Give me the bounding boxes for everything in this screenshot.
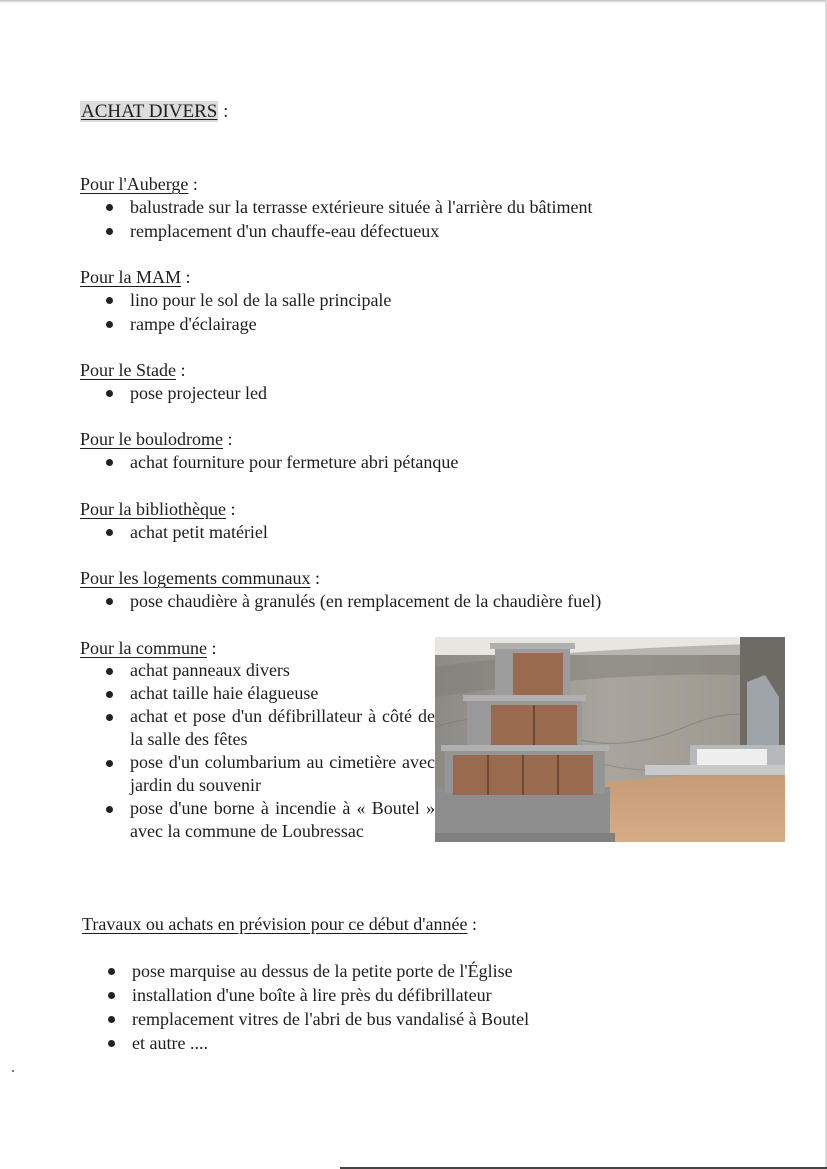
list-item: achat petit matériel (80, 520, 680, 544)
list-item: achat panneaux divers (80, 659, 435, 682)
list-item: pose d'une borne à incendie à « Boutel » avec la commune de Loubressac (80, 797, 435, 843)
section-title-suffix: : (206, 638, 217, 658)
section-mam (80, 266, 680, 336)
section-title-text: Travaux ou achats en prévision pour ce début d'année (82, 914, 468, 934)
section-title (80, 173, 680, 195)
list-item: installation d'une boîte à lire près du défibrillateur (82, 983, 682, 1007)
section-boulodrome (80, 428, 680, 474)
section-travaux-prevision (82, 913, 682, 1055)
list-item: achat taille haie élagueuse (80, 682, 435, 705)
section-bibliotheque (80, 498, 680, 544)
section-title (80, 359, 680, 381)
section-title (82, 913, 682, 935)
item-list (82, 959, 682, 1055)
item-list (80, 589, 680, 613)
item-list (80, 288, 680, 336)
columbarium-photo (435, 637, 785, 842)
list-item: balustrade sur la terrasse extérieure située à l'arrière du bâtiment (80, 195, 680, 219)
section-title-text: Pour la commune (80, 638, 207, 658)
section-title-text: Pour les logements communaux (80, 568, 311, 588)
list-item: rampe d'éclairage (80, 312, 680, 336)
section-title-suffix: : (310, 568, 320, 588)
scan-speck (12, 1070, 14, 1072)
list-item: pose chaudière à granulés (en remplacement de la chaudière fuel) (80, 589, 680, 613)
section-title-suffix: : (176, 360, 186, 380)
section-logements (80, 567, 680, 613)
section-title-suffix: : (225, 499, 236, 519)
section-title-text: Pour la bibliothèque (80, 499, 226, 519)
section-title-text: Pour le boulodrome (80, 429, 223, 449)
list-item: et autre .... (82, 1031, 682, 1055)
page-top-edge (0, 0, 827, 3)
page-title (80, 101, 228, 123)
list-item: achat et pose d'un défibrillateur à côté de la salle des fêtes (80, 705, 435, 751)
section-auberge (80, 173, 680, 243)
section-title-suffix: : (222, 429, 233, 449)
section-title (80, 498, 680, 520)
page-title-suffix: : (218, 101, 229, 122)
section-title-suffix: : (188, 174, 198, 194)
list-item: lino pour le sol de la salle principale (80, 288, 680, 312)
list-item: pose marquise au dessus de la petite porte de l'Église (82, 959, 682, 983)
item-list (80, 450, 680, 474)
page-title-text: ACHAT DIVERS (81, 101, 218, 122)
list-item: remplacement vitres de l'abri de bus vandalisé à Boutel (82, 1007, 682, 1031)
section-title (80, 567, 680, 589)
columbarium-illustration (435, 637, 785, 842)
section-title-text: Pour la MAM (80, 267, 182, 287)
list-item: pose projecteur led (80, 381, 680, 405)
list-item: remplacement d'un chauffe-eau défectueux (80, 219, 680, 243)
item-list (80, 381, 680, 405)
item-list (80, 195, 680, 243)
section-title-text: Pour l'Auberge (80, 174, 189, 194)
section-title-text: Pour le Stade (80, 360, 176, 380)
section-title-suffix: : (181, 267, 191, 287)
list-item: achat fourniture pour fermeture abri pétanque (80, 450, 680, 474)
section-title-suffix: : (467, 914, 477, 934)
item-list (80, 520, 680, 544)
list-item: pose d'un columbarium au cimetière avec jardin du souvenir (80, 751, 435, 797)
section-stade (80, 359, 680, 405)
section-title (80, 428, 680, 450)
section-title (80, 266, 680, 288)
